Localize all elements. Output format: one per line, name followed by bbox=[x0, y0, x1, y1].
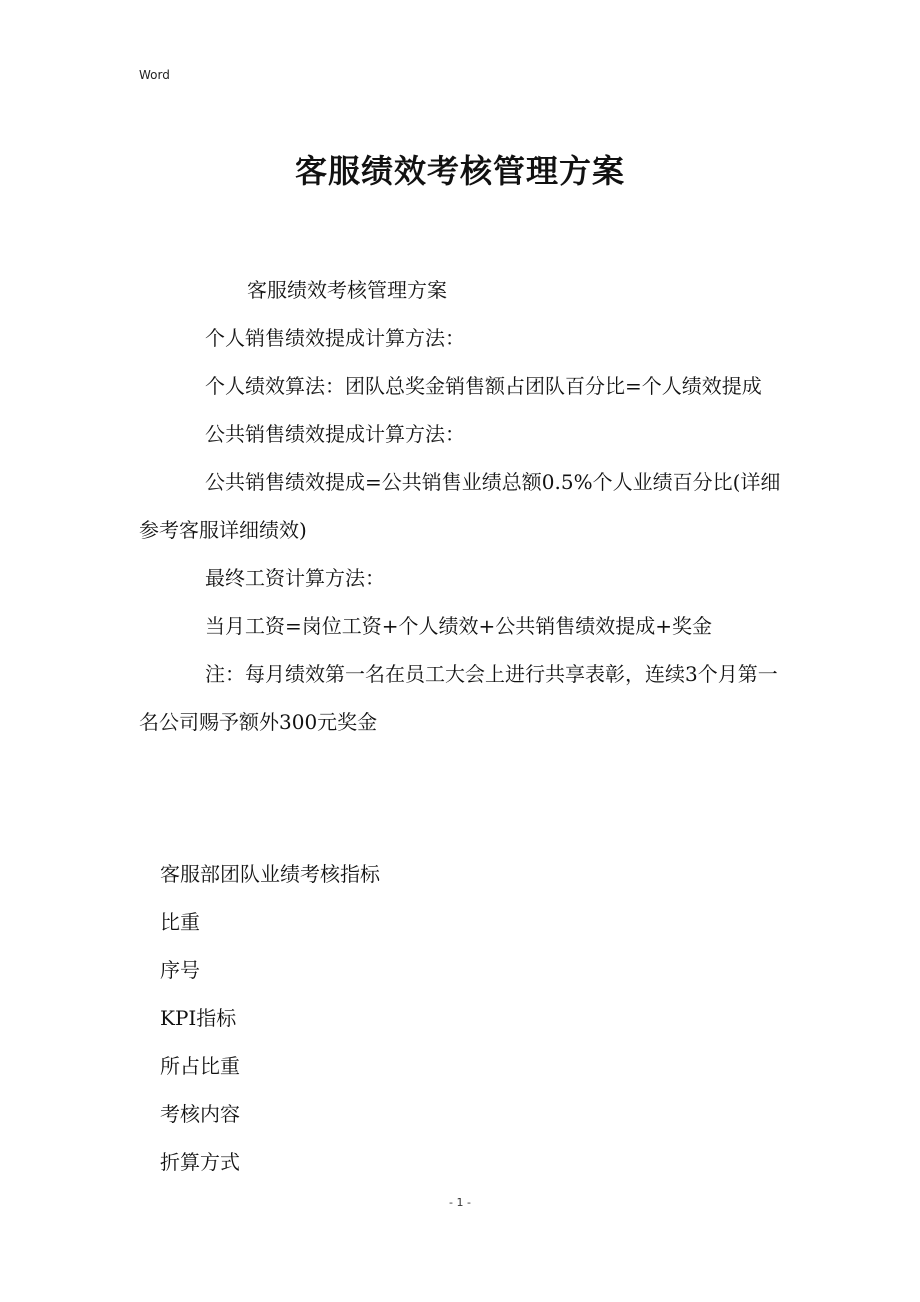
paragraph-final-method: 最终工资计算方法： bbox=[205, 566, 385, 590]
paragraph-final-formula: 当月工资=岗位工资+个人绩效+公共销售绩效提成+奖金 bbox=[205, 614, 713, 638]
header-label: Word bbox=[139, 68, 170, 82]
list-item: 所占比重 bbox=[160, 1054, 240, 1078]
paragraph-personal-formula: 个人绩效算法：团队总奖金销售额占团队百分比=个人绩效提成 bbox=[205, 374, 762, 398]
paragraph-public-formula: 公共销售绩效提成=公共销售业绩总额0.5%个人业绩百分比(详细参考客服详细绩效) bbox=[139, 470, 781, 542]
list-item: 序号 bbox=[160, 958, 200, 982]
paragraph-personal-method: 个人销售绩效提成计算方法： bbox=[205, 326, 465, 350]
list-item: 客服部团队业绩考核指标 bbox=[160, 862, 380, 886]
document-title: 客服绩效考核管理方案 bbox=[294, 152, 625, 190]
list-item: 考核内容 bbox=[160, 1102, 240, 1126]
list-item: 比重 bbox=[160, 910, 200, 934]
document-body bbox=[139, 266, 784, 746]
paragraph-public-method: 公共销售绩效提成计算方法： bbox=[205, 422, 465, 446]
paragraph-subtitle: 客服绩效考核管理方案 bbox=[247, 278, 447, 302]
list-item: KPI指标 bbox=[160, 1006, 237, 1030]
list-item: 折算方式 bbox=[160, 1150, 240, 1174]
paragraph-note: 注：每月绩效第一名在员工大会上进行共享表彰，连续3个月第一名公司赐予额外300元奖金 bbox=[139, 662, 778, 734]
kpi-section-list bbox=[160, 850, 380, 1186]
page-number: - 1 - bbox=[449, 1196, 471, 1209]
